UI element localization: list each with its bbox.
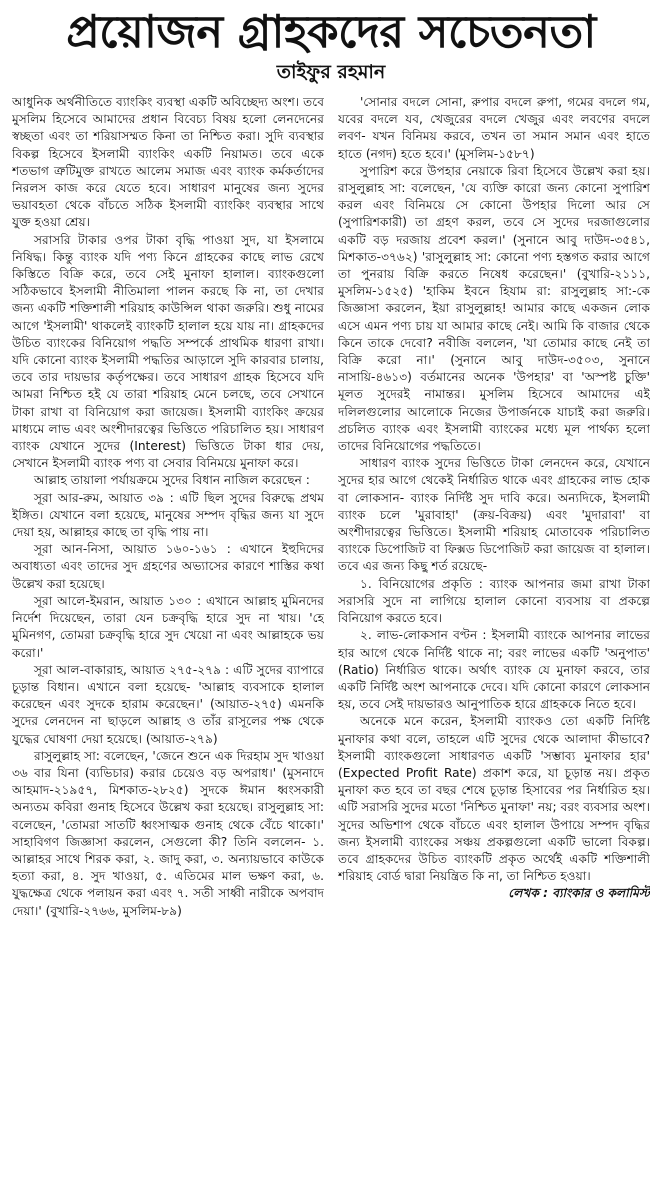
paragraph: সূরা আলে-ইমরান, আয়াত ১৩০ : এখানে আল্লাহ মুমিনদের নির্দেশ দিয়েছেন, তারা যেন চক্রবৃদ্ধি হারে সুদ না খায়। 'হে মুমিনগণ, তোমরা চক্রবৃদ্ধি হারে সুদ খেয়ো না এবং আল্লাহকে ভয় করো।': [12, 593, 324, 660]
paragraph: আধুনিক অর্থনীতিতে ব্যাংকিং ব্যবস্থা একটি অবিচ্ছেদ্য অংশ। তবে মুসলিম হিসেবে আমাদের প্রধান বিবেচ্য বিষয় হলো লেনদেনের স্বচ্ছতা এবং তা শরিয়াসম্মত কিনা তা নিশ্চিত করা। সুদি ব্যবস্থার বিকল্প হিসেবে ইসলামী ব্যাংকিং একটি নিয়ামত। তবে একে শতভাগ ত্রুটিমুক্ত রাখতে আলেম সমাজ এবং ব্যাংক কর্মকর্তাদের নিরলস কাজ করে যেতে হবে। সাধারণ মানুষের জন্য সুদের ভয়াবহতা থেকে বাঁচতে সঠিক ইসলামী ব্যাংকিং ব্যবস্থার সাথে যুক্ত হওয়া শ্রেয়।: [12, 95, 324, 230]
paragraph: সাধারণ ব্যাংক সুদের ভিত্তিতে টাকা লেনদেন করে, যেখানে সুদের হার আগে থেকেই নির্ধারিত থাকে এবং গ্রাহকের লাভ হোক বা লোকসান- ব্যাংক নির্দিষ্ট সুদ দাবি করে। অন্যদিকে, ইসলামী ব্যাংক চলে 'মুরাবাহা' (ক্রয়-বিক্রয়) এবং 'মুদারাবা' বা অংশীদারত্বের ভিত্তিতে। ইসলামী শরিয়াহ মোতাবেক পরিচালিত ব্যাংকে ডিপোজিট বা ফিক্সড ডিপোজিট করা জায়েজ বা হালাল। তবে এর জন্য কিছু শর্ত রয়েছে-: [338, 456, 650, 574]
paragraph: অনেকে মনে করেন, ইসলামী ব্যাংকও তো একটি নির্দিষ্ট মুনাফার কথা বলে, তাহলে এটি সুদের থেকে আলাদা কীভাবে? ইসলামী ব্যাংকগুলো সাধারণত একটি 'সম্ভাব্য মুনাফার হার' (Expected Profit Rate) প্রকাশ করে, যা চূড়ান্ত নয়। প্রকৃত মুনাফা কত হবে তা বছর শেষে চূড়ান্ত হিসাবের পর নির্ধারিত হয়। এটি সরাসরি সুদের মতো 'নিশ্চিত মুনাফা' নয়; বরং ব্যবসার অংশ। সুদের অভিশাপ থেকে বাঁচতে এবং হালাল উপায়ে সম্পদ বৃদ্ধির জন্য ইসলামী ব্যাংকের সঞ্চয় প্রকল্পগুলো একটি ভালো বিকল্প। তবে গ্রাহকদের উচিত ব্যাংকটি প্রকৃত অর্থেই একটি শক্তিশালী শরিয়াহ বোর্ড দ্বারা নিয়ন্ত্রিত কি না, তা নিশ্চিত হওয়া।: [338, 714, 650, 884]
left-column: [12, 94, 324, 1184]
paragraph: সুপারিশ করে উপহার নেয়াকে রিবা হিসেবে উল্লেখ করা হয়। রাসুলুল্লাহ সা: বলেছেন, 'যে ব্যক্তি কারো জন্য কোনো সুপারিশ করল এবং বিনিময়ে সে কোনো উপহার দিলো আর সে (সুপারিশকারী) তা গ্রহণ করল, তবে সে সুদের দরজাগুলোর একটি বড় দরজায় প্রবেশ করল।' (সুনানে আবু দাউদ-৩৫৪১, মিশকাত-৩৭৬২) 'রাসুলুল্লাহ সা: কোনো পণ্য হস্তগত করার আগে তা পুনরায় বিক্রি করতে নিষেধ করেছেন।' (বুখারি-২১১১, মুসলিম-১৫২৫) 'হাকিম ইবনে হিযাম রা: রাসুলুল্লাহ সা:-কে জিজ্ঞাসা করলেন, ইয়া রাসুলুল্লাহ! আমার কাছে একজন লোক এসে এমন পণ্য চায় যা আমার কাছে নেই। আমি কি বাজার থেকে কিনে তাকে দেবো? নবীজি বললেন, 'যা তোমার কাছে নেই তা বিক্রি করো না।' (সুনানে আবু দাউদ-৩৫০৩, সুনানে নাসায়ি-৪৬১৩) বর্তমানের অনেক 'উপহার' বা 'অস্পষ্ট চুক্তি' মূলত সুদেরই নামান্তর। মুসলিম হিসেবে আমাদের এই দলিলগুলোর আলোকে নিজের উপার্জনকে যাচাই করা জরুরি। প্রচলিত ব্যাংক এবং ইসলামী ব্যাংকের মধ্যে মূল পার্থক্য হলো তাদের বিনিয়োগের পদ্ধতিতে।: [338, 163, 650, 454]
author-credit: লেখক : ব্যাংকার ও কলামিস্ট: [508, 886, 650, 901]
paragraph: আল্লাহ তায়ালা পর্যায়ক্রমে সুদের বিধান নাজিল করেছেন :: [34, 473, 310, 488]
paragraph: সরাসরি টাকার ওপর টাকা বৃদ্ধি পাওয়া সুদ, যা ইসলামে নিষিদ্ধ। কিন্তু ব্যাংক যদি পণ্য কিনে গ্রাহকের কাছে লাভ রেখে কিস্তিতে বিক্রি করে, তবে সেই মুনাফা হালাল। ব্যাংকগুলো সঠিকভাবে ইসলামী নীতিমালা পালন করছে কি না, তা দেখার জন্য একটি শক্তিশালী শরিয়াহ কাউন্সিল থাকা জরুরি। শুধু নামের আগে 'ইসলামী' থাকলেই ব্যাংকটি হালাল হয়ে যায় না। গ্রাহকদের উচিত ব্যাংকের বিনিয়োগ পদ্ধতি সম্পর্কে প্রাথমিক ধারণা রাখা। যদি কোনো ব্যাংক ইসলামী পদ্ধতির আড়ালে সুদি কারবার চালায়, তবে তার দায়ভার কর্তৃপক্ষের। তবে সাধারণ গ্রাহক হিসেবে যদি আমরা নিশ্চিত হই যে তারা শরিয়াহ মেনে চলছে, তবে সেখানে টাকা রাখা বা বিনিয়োগ করা জায়েজ। ইসলামী ব্যাংকিং ক্রয়ের মাধ্যমে লাভ এবং অংশীদারত্বের ভিত্তিতে পরিচালিত হয়। সাধারণ ব্যাংক যেখানে সুদের (Interest) ভিত্তিতে টাকা ধার দেয়, সেখানে ইসলামী ব্যাংক পণ্য বা সেবার বিনিময়ে মুনাফা করে।: [12, 232, 324, 471]
paragraph: সূরা আর-রুম, আয়াত ৩৯ : এটি ছিল সুদের বিরুদ্ধে প্রথম ইঙ্গিত। যেখানে বলা হয়েছে, মানুষের সম্পদ বৃদ্ধির জন্য যা সুদে দেয়া হয়, আল্লাহর কাছে তা বৃদ্ধি পায় না।: [12, 490, 324, 540]
paragraph: ২. লাভ-লোকসান বণ্টন : ইসলামী ব্যাংকে আপনার লাভের হার আগে থেকে নির্দিষ্ট থাকে না; বরং লাভের একটি 'অনুপাত' (Ratio) নির্ধারিত থাকে। অর্থাৎ ব্যাংক যে মুনাফা করবে, তার একটি নির্দিষ্ট অংশ আপনাকে দেবে। যদি কোনো কারণে লোকসান হয়, তবে সেই দায়ভারও আনুপাতিক হারে গ্রাহককে নিতে হবে।: [338, 628, 650, 712]
paragraph: 'সোনার বদলে সোনা, রুপার বদলে রুপা, গমের বদলে গম, যবের বদলে যব, খেজুরের বদলে খেজুর এবং লবণের বদলে লবণ- যখন বিনিময় করবে, তখন তা সমান সমান এবং হাতে হাতে (নগদ) হতে হবে।' (মুসলিম-১৫৮৭): [338, 95, 650, 161]
paragraph: ১. বিনিয়োগের প্রকৃতি : ব্যাংক আপনার জমা রাখা টাকা সরাসরি সুদে না লাগিয়ে হালাল কোনো ব্যবসায় বা প্রকল্পে বিনিয়োগ করতে হবে।: [338, 576, 650, 626]
author-byline: তাইফুর রহমান: [276, 61, 386, 83]
right-column: [338, 94, 650, 1184]
headline: প্রয়োজন গ্রাহকদের সচেতনতা: [66, 5, 596, 58]
paragraph: সূরা আল-বাকারাহ, আয়াত ২৭৫-২৭৯ : এটি সুদের ব্যাপারে চূড়ান্ত বিধান। এখানে বলা হয়েছে- 'আল্লাহ ব্যবসাকে হালাল করেছেন এবং সুদকে হারাম করেছেন।' (আয়াত-২৭৫) এমনকি সুদের লেনদেন না ছাড়লে আল্লাহ ও তাঁর রাসূলের পক্ষ থেকে যুদ্ধের ঘোষণা দেয়া হয়েছে। (আয়াত-২৭৯): [12, 662, 324, 746]
article-body: [12, 94, 650, 1184]
paragraph: রাসুলুল্লাহ সা: বলেছেন, 'জেনে শুনে এক দিরহাম সুদ খাওয়া ৩৬ বার যিনা (ব্যভিচার) করার চেয়েও বড় অপরাধ।' (মুসনাদে আহমাদ-২১৯৫৭, মিশকাত-২৮২৫) সুদকে ঈমান ধ্বংসকারী অন্যতম কবিরা গুনাহ হিসেবে উল্লেখ করা হয়েছে। রাসুলুল্লাহ সা: বলেছেন, 'তোমরা সাতটি ধ্বংসাত্মক গুনাহ থেকে বেঁচে থাকো।' সাহাবিগণ জিজ্ঞাসা করলেন, সেগুলো কী? তিনি বললেন- ১. আল্লাহর সাথে শিরক করা, ২. জাদু করা, ৩. অন্যায়ভাবে কাউকে হত্যা করা, ৪. সুদ খাওয়া, ৫. এতিমের মাল ভক্ষণ করা, ৬. যুদ্ধক্ষেত্র থেকে পলায়ন করা এবং ৭. সতী সাধ্বী নারীকে অপবাদ দেয়া।' (বুখারি-২৭৬৬, মুসলিম-৮৯): [12, 748, 324, 918]
paragraph: সূরা আন-নিসা, আয়াত ১৬০-১৬১ : এখানে ইহুদিদের অবাধ্যতা এবং তাদের সুদ গ্রহণের অভ্যাসের কারণে শাস্তির কথা উল্লেখ করা হয়েছে।: [12, 542, 324, 591]
